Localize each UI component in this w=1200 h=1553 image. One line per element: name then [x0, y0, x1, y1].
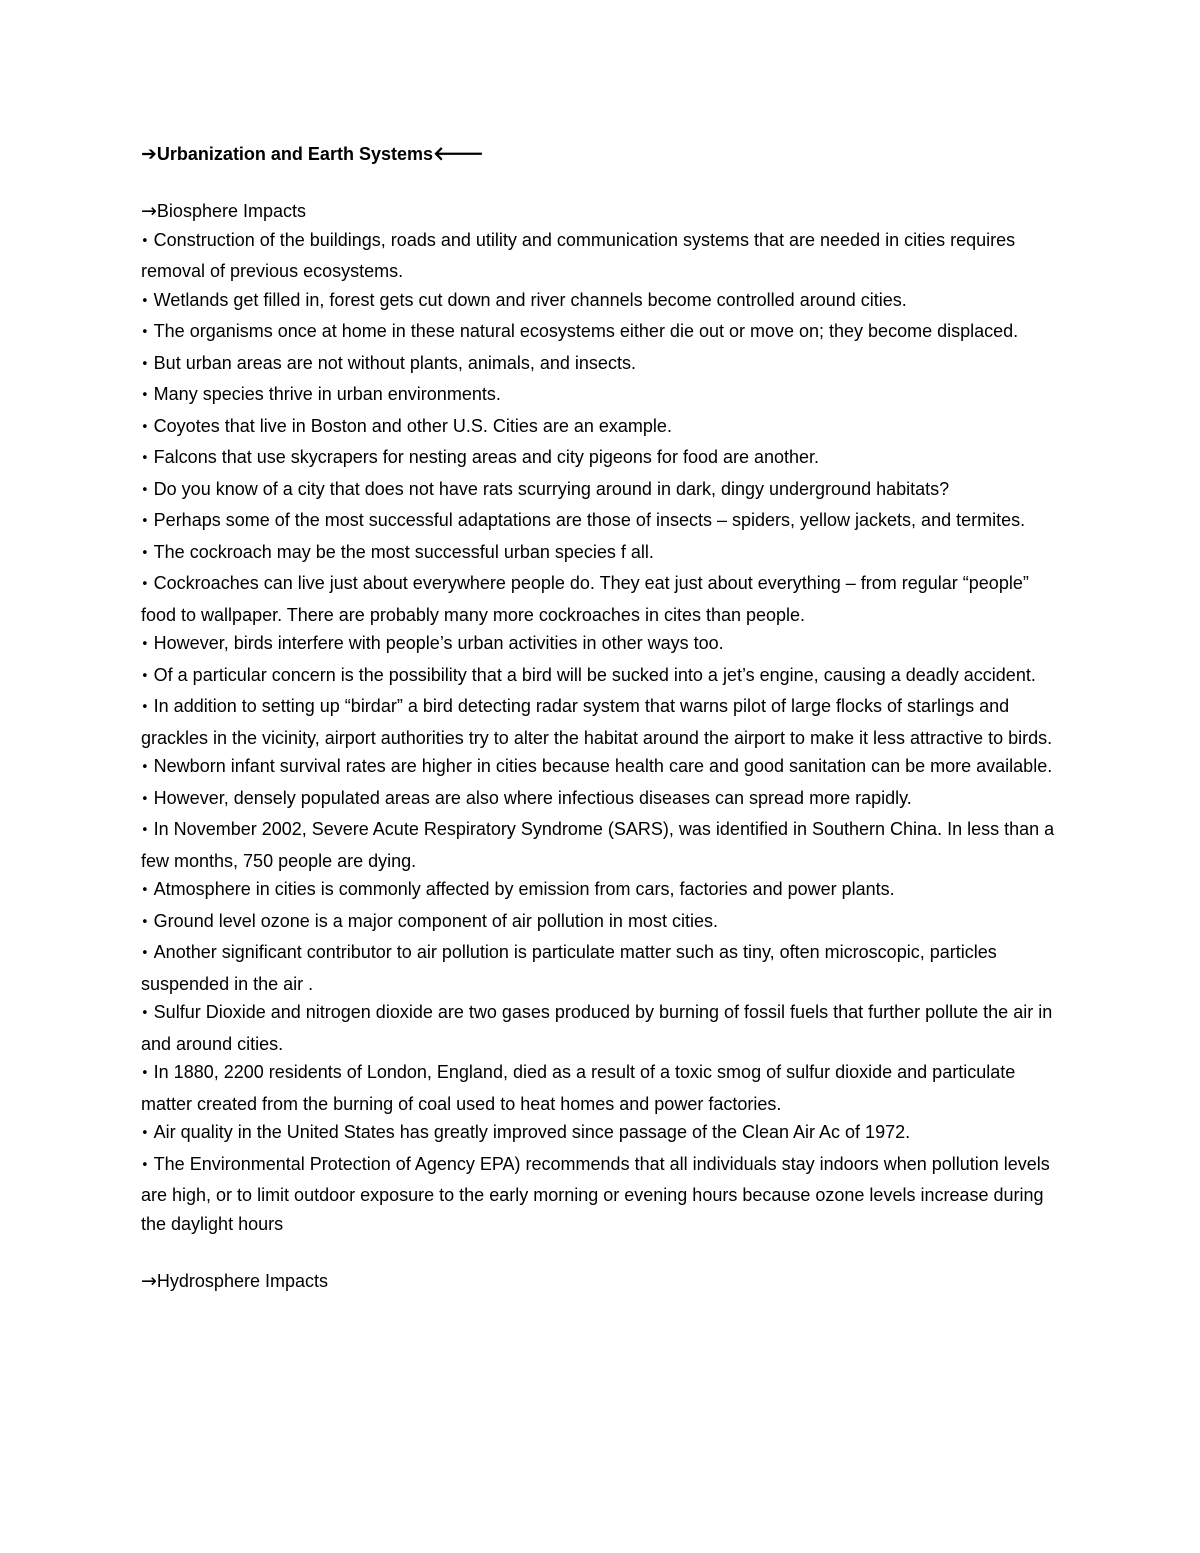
list-item [141, 475, 1061, 507]
list-item-text: Newborn infant survival rates are higher in cities because health care and good sanitation can be more available. [153, 756, 1053, 776]
list-item [141, 226, 1061, 286]
list-item-text: The organisms once at home in these natural ecosystems either die out or move on; they become displaced. [153, 321, 1019, 341]
bullet-icon: • [141, 293, 149, 309]
list-item-text: But urban areas are not without plants, animals, and insects. [153, 352, 636, 373]
list-item-text: Falcons that use skycrapers for nesting areas and city pigeons for food are another. [153, 447, 820, 467]
right-arrow-icon: → [141, 1269, 157, 1292]
list-item-text: The Environmental Protection of Agency EPA) recommends that all individuals stay indoors when pollution levels are high, or to limit outdoor exposure to the early morning or evening hours because ozone levels increase during the daylight hours [141, 1153, 1050, 1234]
list-item [141, 998, 1061, 1058]
list-item-text: Construction of the buildings, roads and utility and communication systems that are needed in cities requires removal of previous ecosystems. [141, 229, 1016, 281]
list-item-text: However, birds interfere with people’s urban activities in other ways too. [153, 633, 724, 653]
bullet-icon: • [141, 356, 149, 372]
list-item-text: Many species thrive in urban environments. [153, 384, 501, 404]
bullet-icon: • [141, 637, 149, 652]
bullet-icon: • [141, 914, 149, 930]
bullet-icon: • [141, 823, 149, 838]
list-item-text: Do you know of a city that does not have rats scurrying around in dark, dingy underground habitats? [153, 478, 950, 499]
list-item [141, 538, 1061, 570]
list-item-text: Atmosphere in cities is commonly affected by emission from cars, factories and power plants. [153, 879, 895, 899]
bullet-icon: • [141, 482, 149, 498]
list-item-text: Perhaps some of the most successful adaptations are those of insects – spiders, yellow jackets, and termites. [153, 510, 1026, 530]
left-arrow-icon: 🡐 [433, 143, 484, 165]
bullet-icon: • [141, 325, 149, 340]
list-item-text: Coyotes that live in Boston and other U.S. Cities are an example. [153, 415, 672, 436]
list-item-text: The cockroach may be the most successful urban species f all. [153, 541, 654, 562]
section-heading-text: Biosphere Impacts [156, 201, 306, 221]
list-item [141, 506, 1061, 538]
right-arrow-icon: ➔ [141, 143, 157, 165]
list-item-text: Another significant contributor to air pollution is particulate matter such as tiny, often microscopic, particles suspended in the air . [141, 942, 997, 994]
bullet-icon: • [141, 791, 149, 807]
list-item-text: Wetlands get filled in, forest gets cut down and river channels become controlled around cities. [153, 289, 907, 310]
list-item [141, 569, 1061, 629]
paragraph-spacer [141, 1238, 1061, 1267]
section-heading [141, 197, 1061, 226]
list-item [141, 692, 1061, 752]
bullet-icon: • [141, 760, 149, 775]
bullet-icon: • [141, 1006, 149, 1021]
document-title-text: Urbanization and Earth Systems [156, 144, 433, 164]
bullet-icon: • [141, 1126, 149, 1141]
list-item-text: Cockroaches can live just about everywhere people do. They eat just about everything – from regular “people” food to wallpaper. There are probably many more cockroaches in cites than people. [141, 573, 1029, 625]
list-item [141, 907, 1061, 939]
bullet-icon: • [141, 388, 149, 403]
bullet-icon: • [141, 419, 149, 435]
bullet-icon: • [141, 451, 149, 466]
list-item [141, 1118, 1061, 1150]
list-item [141, 1150, 1061, 1239]
bullet-icon: • [141, 545, 149, 561]
list-item-text: However, densely populated areas are also where infectious diseases can spread more rapidly. [153, 787, 912, 808]
list-item [141, 349, 1061, 381]
bullet-icon: • [141, 233, 149, 249]
bullet-icon: • [141, 514, 149, 529]
list-item [141, 1058, 1061, 1118]
bullet-icon: • [141, 1066, 149, 1081]
list-item [141, 412, 1061, 444]
list-item [141, 629, 1061, 661]
list-item [141, 784, 1061, 816]
list-item [141, 875, 1061, 907]
list-item-text: Sulfur Dioxide and nitrogen dioxide are two gases produced by burning of fossil fuels that further pollute the air in and around cities. [141, 1002, 1053, 1054]
bullet-icon: • [141, 946, 149, 961]
bullet-list [141, 226, 1061, 1239]
right-arrow-icon: → [141, 200, 157, 222]
list-item-text: Air quality in the United States has greatly improved since passage of the Clean Air Ac of 1972. [153, 1122, 911, 1142]
section-heading-text: Hydrosphere Impacts [156, 1270, 328, 1291]
list-item [141, 317, 1061, 349]
list-item [141, 815, 1061, 875]
section-heading [141, 1267, 1061, 1296]
document-page [141, 140, 1061, 1295]
list-item [141, 286, 1061, 318]
section-hydrosphere-impacts [141, 1267, 1061, 1296]
document-title [141, 140, 1061, 169]
list-item [141, 938, 1061, 998]
bullet-icon: • [141, 700, 149, 715]
list-item-text: In 1880, 2200 residents of London, England, died as a result of a toxic smog of sulfur dioxide and particulate matter created from the burning of coal used to heat homes and power factories. [141, 1062, 1016, 1114]
list-item-text: In November 2002, Severe Acute Respiratory Syndrome (SARS), was identified in Southern China. In less than a few months, 750 people are dying. [141, 819, 1055, 871]
section-biosphere-impacts [141, 197, 1061, 1238]
bullet-icon: • [141, 668, 149, 684]
list-item-text: Ground level ozone is a major component of air pollution in most cities. [153, 910, 718, 931]
bullet-icon: • [141, 883, 149, 898]
list-item [141, 380, 1061, 412]
bullet-icon: • [141, 1157, 149, 1173]
list-item-text: In addition to setting up “birdar” a bird detecting radar system that warns pilot of large flocks of starlings and grackles in the vicinity, airport authorities try to alter the habitat around the airport to make it less attractive to birds. [141, 696, 1053, 748]
list-item-text: Of a particular concern is the possibility that a bird will be sucked into a jet’s engine, causing a deadly accident. [153, 664, 1036, 685]
bullet-icon: • [141, 577, 149, 592]
list-item [141, 443, 1061, 475]
list-item [141, 661, 1061, 693]
list-item [141, 752, 1061, 784]
